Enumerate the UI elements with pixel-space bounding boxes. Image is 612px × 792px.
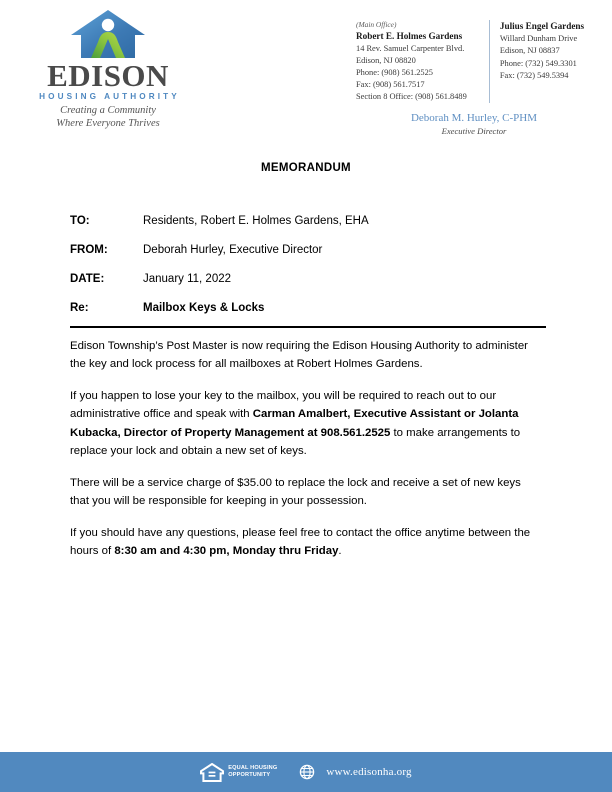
logo-wordmark: EDISON (47, 58, 169, 93)
equal-housing-opportunity-icon (200, 763, 224, 782)
secondary-office-citystate: Edison, NJ 08837 (499, 46, 560, 56)
memo-field-from (70, 244, 546, 256)
equal-housing-opportunity-text (228, 765, 277, 780)
memo-fields (70, 215, 546, 331)
director-signature-block (352, 112, 596, 136)
logo-tagline-line2: Where Everyone Thrives (56, 118, 160, 130)
letterhead (0, 0, 612, 136)
memo-field-to-label: TO: (70, 215, 90, 227)
logo-tagline-line1: Creating a Community (60, 105, 156, 117)
main-office-street: 14 Rev. Samuel Carpenter Blvd. (356, 43, 465, 53)
director-name: Deborah M. Hurley, C-PHM (410, 112, 538, 125)
main-office-phone: Phone: (908) 561.2525 (356, 68, 433, 78)
main-office-fax: Fax: (908) 561.7517 (356, 80, 425, 90)
memo-paragraph-1: Edison Township’s Post Master is now requiring the Edison Housing Authority to administer the key and lock process for all mailboxes at Robert Holmes Gardens. (70, 340, 528, 371)
secondary-office-street: Willard Dunham Drive (499, 34, 578, 44)
memo-field-date-label: DATE: (70, 273, 105, 285)
memo-field-date-value: January 11, 2022 (143, 273, 232, 285)
memo-body (70, 337, 542, 574)
main-office-citystate: Edison, NJ 08820 (356, 56, 416, 66)
secondary-office-name: Julius Engel Gardens (499, 21, 585, 31)
memo-field-to-value: Residents, Robert E. Holmes Gardens, EHA (143, 215, 369, 227)
office-address-secondary (500, 20, 596, 82)
main-office-section8: Section 8 Office: (908) 561.8489 (356, 92, 467, 102)
eho-line-2: OPPORTUNITY (228, 772, 271, 778)
equal-housing-opportunity-badge (200, 763, 277, 782)
director-title: Executive Director (441, 126, 507, 137)
website-block[interactable] (299, 764, 411, 780)
eho-line-1: EQUAL HOUSING (228, 764, 278, 771)
memo-paragraph-2: If you happen to lose your key to the mailbox, you will be required to reach out to our administrative office and speak with Carman Amalbert, Executive Assistant or Jolanta Kubacka, Director of Property Management at 908.561.2525 to make arrangements to replace your lock and obtain a new set of keys. (70, 389, 521, 458)
logo-tagline (18, 105, 198, 131)
memo-field-re (70, 302, 546, 314)
memo-field-from-label: FROM: (70, 244, 108, 256)
secondary-office-fax: Fax: (732) 549.5394 (499, 70, 569, 80)
memo-field-re-label: Re: (70, 302, 89, 314)
website-url[interactable]: www.edisonha.org (326, 766, 412, 778)
memo-field-date (70, 273, 546, 285)
header-divider (70, 326, 546, 328)
memo-paragraph-4: If you should have any questions, please feel free to contact the office anytime between the hours of 8:30 am and 4:30 pm, Monday thru Friday. (70, 526, 531, 558)
address-vertical-divider (489, 20, 490, 103)
memo-field-from-value: Deborah Hurley, Executive Director (143, 244, 323, 256)
main-office-name: Robert E. Holmes Gardens (356, 30, 463, 41)
page-title: MEMORANDUM (261, 162, 351, 174)
memo-field-to (70, 215, 546, 227)
organization-logo (18, 8, 198, 131)
office-address-main (356, 20, 489, 103)
logo-subtitle: HOUSING AUTHORITY (39, 92, 180, 102)
memo-field-re-value: Mailbox Keys & Locks (143, 302, 265, 314)
house-with-person-logo-icon (69, 8, 147, 60)
globe-icon (299, 764, 315, 780)
main-office-note: (Main Office) (356, 20, 397, 29)
office-addresses (356, 20, 596, 137)
page-footer (0, 752, 612, 792)
memo-paragraph-3: There will be a service charge of $35.00 to replace the lock and receive a set of new keys that you will be responsible for keeping in your possession. (70, 476, 521, 508)
secondary-office-phone: Phone: (732) 549.3301 (499, 58, 577, 68)
